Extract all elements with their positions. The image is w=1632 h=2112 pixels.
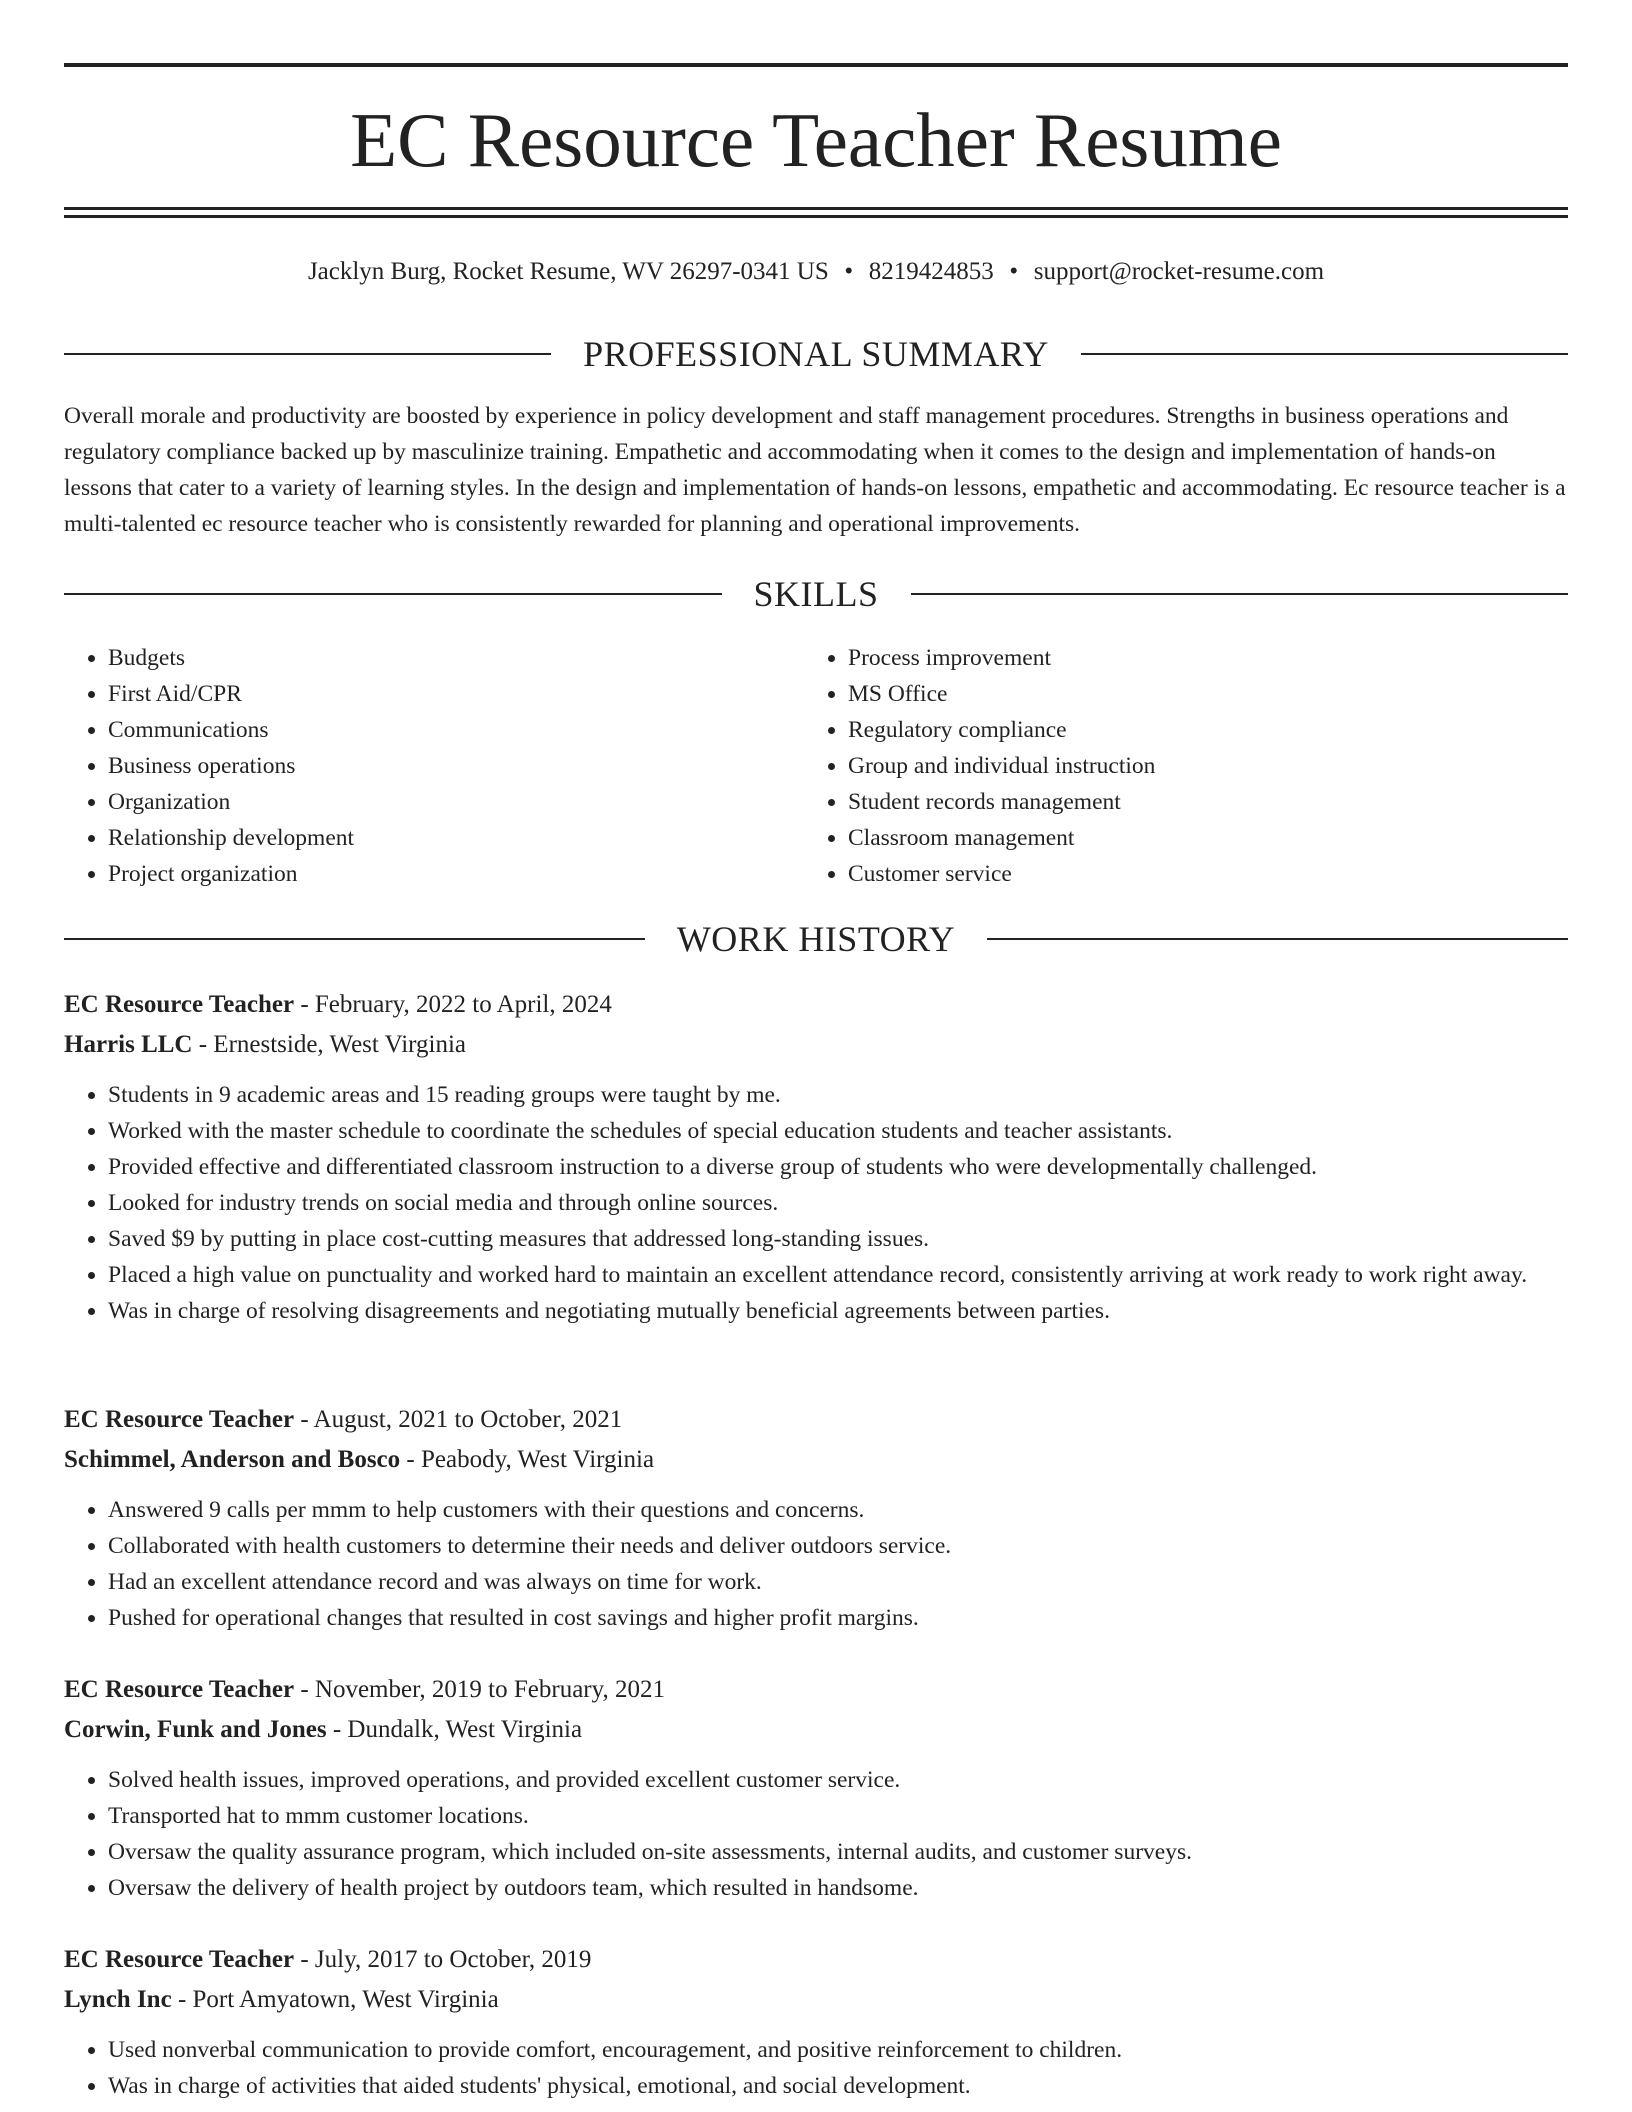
skill-item: • Group and individual instruction — [848, 748, 1546, 784]
skills-column-right — [806, 640, 1546, 892]
divider — [64, 938, 645, 940]
job-company-line — [64, 1980, 1568, 2020]
job-entry — [64, 1670, 1568, 1906]
skill-item: • Classroom management — [848, 820, 1546, 856]
divider — [64, 353, 551, 355]
job-bullets — [64, 1492, 1568, 1636]
job-title-line — [64, 1400, 1568, 1440]
job-company: Schimmel, Anderson and Bosco — [64, 1446, 401, 1473]
divider — [1081, 353, 1568, 355]
section-title: PROFESSIONAL SUMMARY — [583, 334, 1049, 374]
job-bullet: • Used nonverbal communication to provide comfort, encouragement, and positive reinforcement to children. — [108, 2032, 1568, 2068]
skills-list — [64, 640, 1568, 892]
job-dates: - July, 2017 to October, 2019 — [294, 1946, 592, 1973]
job-bullets — [64, 1077, 1568, 1329]
job-bullets — [64, 2032, 1568, 2104]
job-location: - Port Amyatown, West Virginia — [171, 1986, 499, 2013]
skill-item: • Process improvement — [848, 640, 1546, 676]
job-entry — [64, 985, 1568, 1329]
job-entry — [64, 1940, 1568, 2104]
job-company: Harris LLC — [64, 1031, 193, 1058]
section-header-work-history — [64, 917, 1568, 961]
job-company-line — [64, 1440, 1568, 1480]
job-bullet: • Oversaw the quality assurance program, which included on-site assessments, internal audits, and customer surveys. — [108, 1834, 1568, 1870]
job-bullet: • Worked with the master schedule to coordinate the schedules of special education students and teacher assistants. — [108, 1113, 1568, 1149]
section-header-summary — [64, 332, 1568, 376]
job-dates: - August, 2021 to October, 2021 — [294, 1406, 623, 1433]
contact-separator: • — [844, 258, 854, 285]
job-title-line — [64, 1670, 1568, 1710]
job-bullet: • Provided effective and differentiated classroom instruction to a diverse group of students who were developmentally challenged. — [108, 1149, 1568, 1185]
job-role: EC Resource Teacher — [64, 1406, 295, 1433]
job-dates: - November, 2019 to February, 2021 — [294, 1676, 665, 1703]
job-bullet: • Pushed for operational changes that resulted in cost savings and higher profit margins. — [108, 1600, 1568, 1636]
skill-item: • Budgets — [108, 640, 806, 676]
section-title: SKILLS — [753, 574, 879, 614]
title-double-rule-lower — [64, 215, 1568, 218]
divider — [64, 593, 722, 595]
job-title-line — [64, 1940, 1568, 1980]
skill-item: • Relationship development — [108, 820, 806, 856]
contact-line — [64, 254, 1568, 290]
job-bullet: • Transported hat to mmm customer locations. — [108, 1798, 1568, 1834]
section-title: WORK HISTORY — [676, 919, 956, 959]
job-entry — [64, 1400, 1568, 1636]
job-bullet: • Had an excellent attendance record and was always on time for work. — [108, 1564, 1568, 1600]
skill-item: • Student records management — [848, 784, 1546, 820]
contact-email: support@rocket-resume.com — [1033, 258, 1325, 285]
job-bullet: • Saved $9 by putting in place cost-cutting measures that addressed long-standing issues. — [108, 1221, 1568, 1257]
job-bullets — [64, 1762, 1568, 1906]
skill-item: • Customer service — [848, 856, 1546, 892]
skill-item: • First Aid/CPR — [108, 676, 806, 712]
skill-item: • Communications — [108, 712, 806, 748]
job-bullet: • Collaborated with health customers to determine their needs and deliver outdoors service. — [108, 1528, 1568, 1564]
job-location: - Peabody, West Virginia — [400, 1446, 655, 1473]
skill-item: • MS Office — [848, 676, 1546, 712]
top-rule — [64, 63, 1568, 67]
divider — [987, 938, 1568, 940]
job-bullet: • Solved health issues, improved operations, and provided excellent customer service. — [108, 1762, 1568, 1798]
contact-phone: 8219424853 — [868, 258, 994, 285]
job-dates: - February, 2022 to April, 2024 — [294, 991, 612, 1018]
job-bullet: • Answered 9 calls per mmm to help customers with their questions and concerns. — [108, 1492, 1568, 1528]
contact-separator: • — [1009, 258, 1019, 285]
divider — [911, 593, 1569, 595]
job-company-line — [64, 1025, 1568, 1065]
section-header-skills — [64, 572, 1568, 616]
resume-title: EC Resource Teacher Resume — [350, 97, 1282, 183]
contact-address: Jacklyn Burg, Rocket Resume, WV 26297-0341 US — [307, 258, 829, 285]
professional-summary-text: Overall morale and productivity are boosted by experience in policy development and staff management procedures. Strengths in business operations and regulatory compliance backed up by masculinize training. Empathetic and accommodating when it comes to the design and implementation of hands-on lessons that cater to a variety of learning styles. In the design and implementation of hands-on lessons, empathetic and accommodating. Ec resource teacher is a multi-talented ec resource teacher who is consistently rewarded for planning and operational improvements. — [64, 403, 1566, 537]
job-bullet: • Was in charge of activities that aided students' physical, emotional, and social development. — [108, 2068, 1568, 2104]
job-role: EC Resource Teacher — [64, 1676, 295, 1703]
skill-item: • Organization — [108, 784, 806, 820]
job-role: EC Resource Teacher — [64, 991, 295, 1018]
job-bullet: • Students in 9 academic areas and 15 reading groups were taught by me. — [108, 1077, 1568, 1113]
job-company-line — [64, 1710, 1568, 1750]
job-role: EC Resource Teacher — [64, 1946, 295, 1973]
job-location: - Dundalk, West Virginia — [326, 1716, 583, 1743]
skill-item: • Project organization — [108, 856, 806, 892]
job-bullet: • Placed a high value on punctuality and worked hard to maintain an excellent attendance record, consistently arriving at work ready to work right away. — [108, 1257, 1568, 1293]
job-location: - Ernestside, West Virginia — [192, 1031, 467, 1058]
skill-item: • Regulatory compliance — [848, 712, 1546, 748]
job-title-line — [64, 985, 1568, 1025]
job-bullet: • Looked for industry trends on social media and through online sources. — [108, 1185, 1568, 1221]
title-double-rule-upper — [64, 207, 1568, 210]
skill-item: • Business operations — [108, 748, 806, 784]
job-bullet: • Oversaw the delivery of health project by outdoors team, which resulted in handsome. — [108, 1870, 1568, 1906]
job-bullet: • Was in charge of resolving disagreements and negotiating mutually beneficial agreements between parties. — [108, 1293, 1568, 1329]
skills-column-left — [64, 640, 806, 892]
job-company: Lynch Inc — [64, 1986, 172, 2013]
job-company: Corwin, Funk and Jones — [64, 1716, 327, 1743]
